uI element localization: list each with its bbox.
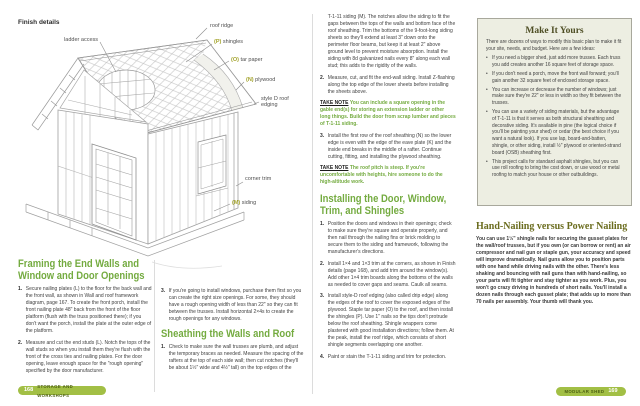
bullet-dot: • [486,86,488,93]
sidebar-bullet: • You can use a variety of siding materials, but the advantage of T-1-11 is that it serves as both structural sheathing and decorative siding. It's available in pine (the logical choice if you'll be painting your shed) or cedar (the best choice if you want a natural look). If you use lap, board-and-batten, shingle, or other siding, install ½" plywood or oriented-strand board (OSB) sheathing first. [486,109,621,156]
list-item: 1. Check to make sure the wall trusses are plumb, and adjust the temporary braces as needed. Measure the spacing of the rafters at the top of each side wall; then cut notches (they'll be about 1½" wide and 4½" tall) on the top edges of the [161,344,304,371]
list-item: 1. Secure nailing plates (L) to the floor for the back wall and the front wall, as shown in Wall and roof framework diagram, page 167. To create the front porch, install the front nailing plate 48" back from the front of the floor platform (flush with the truss positioned there); if you don't want the porch, install the plate at the outer edge of the platform. [18,286,152,334]
page-number-left: 168 [24,387,34,393]
list-item: 3. Install style-D roof edging (also called drip edge) along the edges of the roof to cover the exposed edges of the plywood. Staple tar paper (O) to the roof, and then install the shingles (P). Use 1" nails so the tips don't protrude below the roof sheathing. Shingle wrappers come plastered with good installation directions; follow them. At the peak, install the roof ridge, which consists of short shingle segments overlapping one another. [320,293,454,348]
column-framing [18,258,152,386]
left-page-footer [18,383,106,398]
sidebar-bullet: • You can increase or decrease the number of windows; just make sure they're 22" or less in width so they fit between the trusses. [486,86,622,107]
sidebar-body [486,39,624,179]
section-heading-framing: Framing the End Walls and Window and Door Openings [18,258,145,282]
section-heading-sheathing: Sheathing the Walls and Roof [161,328,295,340]
bullet-dot: • [486,158,488,165]
column-installing [320,14,456,388]
label-corner-trim: corner trim [245,176,272,182]
column-rule-2 [312,14,313,394]
sidebar-title: Make It Yours [525,26,584,36]
label-tar-paper: (O) tar paper [231,57,263,63]
bullet-dot: • [486,109,488,116]
figure-title: Finish details [18,19,60,26]
list-item: 2. Measure and cut the end studs (L). Notch the tops of the wall studs so when you install them they're flush with the front of the cross ties and nailing plates. For the door opening, leave enough space for the "rough opening" specified by the door manufacturer. [18,339,151,374]
list-item: 3. Install the first row of the roof sheathing (N) so the lower edge is even with the edge of the eave plate (K) and the inside end breaks in the middle of a rafter. Continue cutting, fitting, and installing the plywood sheathing. [320,132,452,160]
label-roof-edging: style D roof edging [261,96,289,109]
list-item: 2. Measure, cut, and fit the end-wall siding. Install Z-flashing along the top edge of the lower sheets before installing the sheets above. [320,74,455,95]
sidebar-bullet: • This project calls for standard asphalt shingles, but you can use roll roofing to bring the cost down, or use wood or metal roofing to match your house or other outbuildings. [486,158,620,179]
handnailing-title: Hand-Nailing versus Power Nailing [476,221,628,232]
list-item: 2. Install 1×4 and 1×3 trim at the corners, as shown in Finish details (page 168), and add trim around the window(s). Add other 1×4 trim boards along the bottoms of the walls as needed to cover gaps and seams. Caulk all seams. [320,260,456,288]
sidebar-bullet: • If you need a bigger shed, just add more trusses. Each truss you add creates another 16 square feet of storage space. [486,54,621,68]
label-plywood: (N) plywood [246,77,276,83]
make-it-yours-sidebar [477,18,632,206]
chapter-name: STORAGE AND WORKSHOPS [37,383,74,398]
continuation-paragraph: T-1-11 siding (M). The notches allow the siding to fit the gaps between the tops of the walls and bottom face of the roof sheathing. Trim the bottoms of the 9-foot-long siding sheets so they'll extend at least 3" down onto the perimeter floor beams, but keep it at least 2" above ground level to prevent moisture absorption. Install the siding with 8d galvanized nails every 8" along each wall stud; this adds to the rigidity of the walls. [327,14,456,69]
label-shingles: (P) shingles [214,39,244,45]
list-item: 4. Paint or stain the T-1-11 siding and trim for protection. [320,353,447,360]
column-sheathing [161,288,304,388]
column-rule-1 [154,260,155,392]
label-roof-ridge: roof ridge [210,23,234,29]
page-number-right: 169 [608,388,618,394]
label-ladder-access: ladder access [64,37,98,43]
handnailing-body: You can use 1½" shingle nails for securing the gusset plates for the wall/roof trusses, but if you own (or can borrow or rent) an air compressor and nail gun or staple gun, your accuracy and speed will improve dramatically. Nail guns allow you to position parts with one hand while driving nails with the other. There's less shaking and bouncing with nail guns than with hand-nailing, so your parts will fit tighter and stay tighter as you work. Plus, you won't go crazy driving in hundreds of short nails. You'll install a dozen nails through each gusset plate; that adds up to more than 70 nails per assembly. Your thumb will thank you. [476,236,631,305]
label-siding: (M) siding [232,200,257,206]
list-item: 3. If you're going to install windows, purchase them first so you can create the right size openings. For some, they should have a rough opening width of less than 22" so they can fit between the trusses. Install horizontal 2×4s to create the rough openings for any windows. [161,288,302,322]
list-item: 1. Position the doors and windows in their openings; check to make sure they're square and operate properly, and then nail through the nailing fins or brick molding to secure them to the siding and framework, following the manufacturer's directions. [320,221,452,255]
bullet-dot: • [486,70,488,77]
project-name: MODULAR SHED [564,389,605,394]
bullet-dot: • [486,54,488,61]
right-page-footer [556,387,626,396]
sidebar-bullet: • If you don't need a porch, move the front wall forward; you'll gain another 32 square feet of enclosed storage space. [486,70,619,84]
section-heading-installing: Installing the Door, Window, Trim, and Shingles [320,193,447,217]
take-note-1: TAKE NOTE You can include a square opening in the gable end(s) for storing an extension ladder or other long things. Build the door from scrap lumber and pieces of T-1-11 siding. [320,100,456,127]
sidebar-intro: There are dozens of ways to modify this basic plan to make it fit your site, needs, and budget. Here are a few ideas: [486,39,622,52]
take-note-2: TAKE NOTE The roof pitch is steep. If you're uncomfortable with heights, hire someone to do the high-altitude work. [320,165,443,185]
